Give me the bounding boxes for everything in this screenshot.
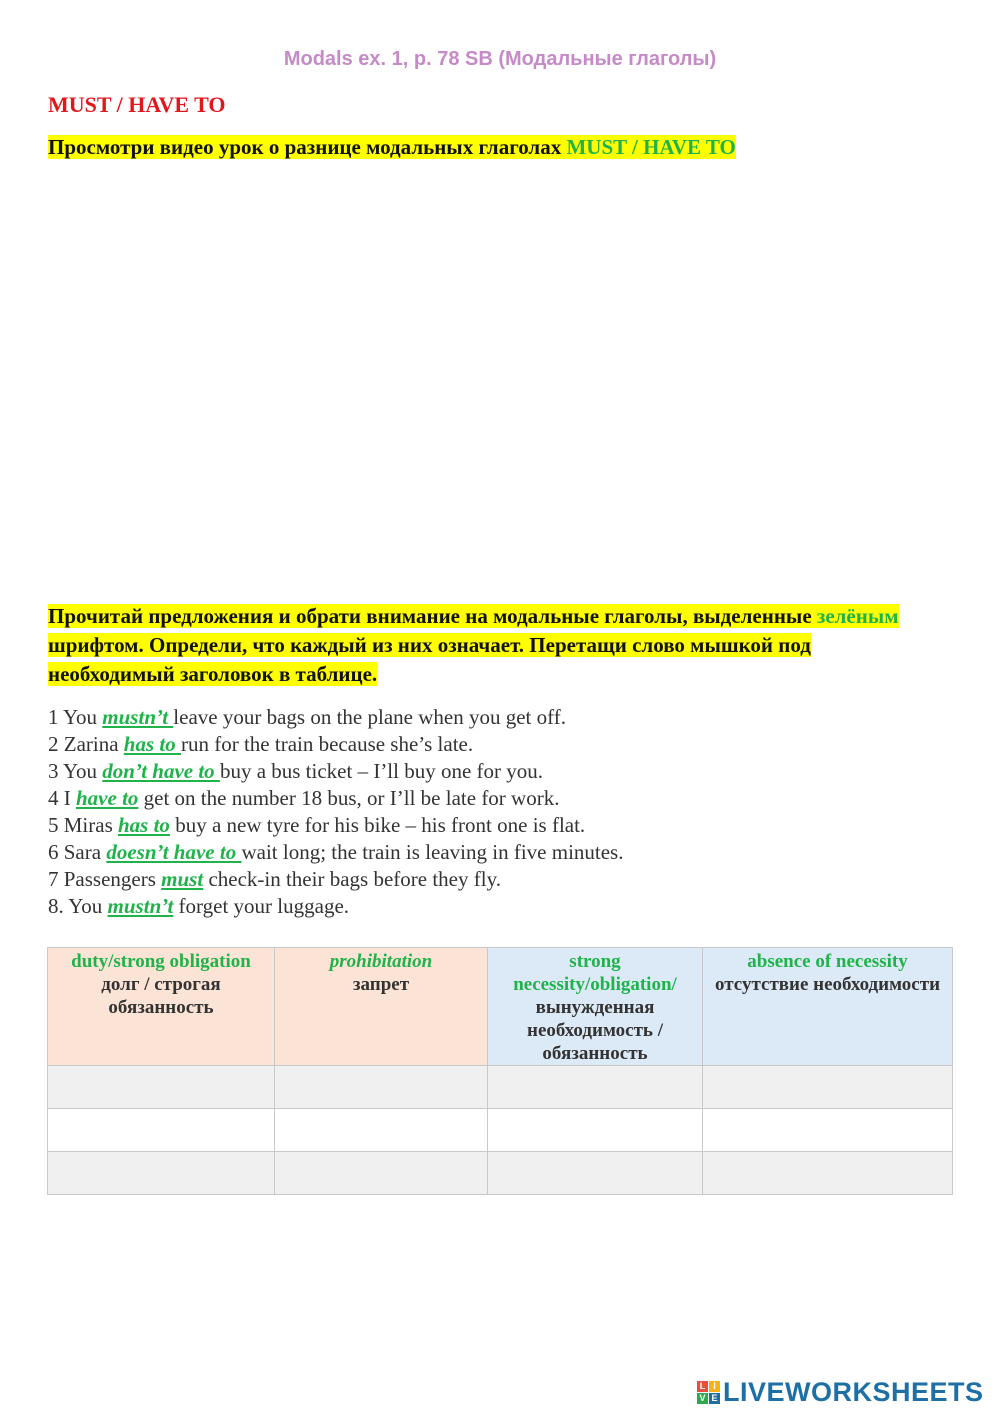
drop-cell[interactable] (48, 1066, 275, 1109)
sentence-8 (48, 893, 623, 920)
sentence-text: get on the number 18 bus, or I’ll be late for work. (138, 786, 560, 810)
table-row (48, 1152, 953, 1195)
modal-word[interactable]: must (161, 867, 204, 891)
sentence-text: 4 I (48, 786, 76, 810)
modal-word[interactable]: have to (76, 786, 139, 810)
sentence-7 (48, 866, 623, 893)
reading-instruction-part1: Прочитай предложения и обрати внимание на модальные глаголы, выделенные (48, 604, 817, 628)
column-header-ru: вынужденная необходимость / обязанность (527, 997, 663, 1064)
modal-word[interactable]: has to (123, 732, 181, 756)
video-instruction (48, 135, 736, 160)
modal-word[interactable]: don’t have to (102, 759, 220, 783)
logo-mark-letter: I (709, 1381, 720, 1392)
sentence-text: 8. You (48, 894, 108, 918)
column-header-prohibition (275, 948, 488, 1066)
sentence-text: 6 Sara (48, 840, 107, 864)
table-row (48, 1066, 953, 1109)
logo-mark-letter: V (697, 1393, 708, 1404)
column-header-en: strong necessity/obligation/ (513, 951, 677, 995)
drop-cell[interactable] (703, 1066, 953, 1109)
page-title: Modals ex. 1, p. 78 SB (Модальные глаголы) (283, 48, 717, 70)
sentence-text: run for the train because she’s late. (180, 732, 474, 756)
sentence-text: check-in their bags before they fly. (203, 867, 501, 891)
logo-mark-letter: L (697, 1381, 708, 1392)
drop-cell[interactable] (703, 1152, 953, 1195)
column-header-ru: отсутствие необходимости (714, 974, 941, 995)
table-header-row (48, 948, 953, 1066)
sentence-1 (48, 704, 623, 731)
video-instruction-text: Просмотри видео урок о разнице модальных глаголах (48, 135, 567, 159)
reading-instruction-part2: шрифтом. Определи, что каждый из них означает. Перетащи слово мышкой под необходимый заголовок в таблице. (48, 633, 811, 686)
column-header-en: absence of necessity (747, 951, 908, 972)
drop-cell[interactable] (48, 1109, 275, 1152)
sentence-text: 3 You (48, 759, 103, 783)
sentence-text: buy a bus ticket – I’ll buy one for you. (219, 759, 544, 783)
sentence-text: 2 Zarina (48, 732, 124, 756)
answer-table (47, 947, 953, 1195)
table-row (48, 1109, 953, 1152)
sentence-text: 7 Passengers (48, 867, 162, 891)
column-header-en: duty/strong obligation (71, 951, 251, 972)
column-header-ru: запрет (352, 974, 410, 995)
video-instruction-highlight: MUST / HAVE TO (566, 135, 736, 159)
sentence-list (48, 704, 623, 920)
modal-word[interactable]: has to (118, 813, 170, 837)
liveworksheets-logo (697, 1377, 984, 1408)
column-header-duty (48, 948, 275, 1066)
reading-instruction-green-word: зелёным (816, 604, 899, 628)
drop-cell[interactable] (488, 1152, 703, 1195)
drop-cell[interactable] (703, 1109, 953, 1152)
sentence-text: 1 You (48, 705, 103, 729)
drop-cell[interactable] (275, 1152, 488, 1195)
drop-cell[interactable] (488, 1066, 703, 1109)
sentence-text: wait long; the train is leaving in five minutes. (241, 840, 624, 864)
logo-text: LIVEWORKSHEETS (723, 1377, 984, 1407)
column-header-absence (703, 948, 953, 1066)
column-header-ru: долг / строгая обязанность (101, 974, 221, 1018)
sentence-5 (48, 812, 623, 839)
drop-cell[interactable] (488, 1109, 703, 1152)
logo-mark-letter: E (709, 1393, 720, 1404)
modal-word[interactable]: mustn’t (102, 705, 174, 729)
sentence-4 (48, 785, 623, 812)
sentence-3 (48, 758, 623, 785)
sentence-text: leave your bags on the plane when you get off. (173, 705, 566, 729)
section-heading: MUST / HAVE TO (48, 92, 226, 117)
sentence-2 (48, 731, 623, 758)
column-header-necessity (488, 948, 703, 1066)
sentence-text: buy a new tyre for his bike – his front one is flat. (169, 813, 586, 837)
column-header-en: prohibitation (329, 951, 433, 972)
drop-cell[interactable] (48, 1152, 275, 1195)
reading-instruction (48, 602, 928, 689)
logo-icon (697, 1381, 720, 1404)
sentence-6 (48, 839, 623, 866)
drop-cell[interactable] (275, 1066, 488, 1109)
modal-word[interactable]: mustn’t (107, 894, 174, 918)
sentence-text: 5 Miras (48, 813, 118, 837)
modal-word[interactable]: doesn’t have to (106, 840, 242, 864)
drop-cell[interactable] (275, 1109, 488, 1152)
sentence-text: forget your luggage. (173, 894, 350, 918)
